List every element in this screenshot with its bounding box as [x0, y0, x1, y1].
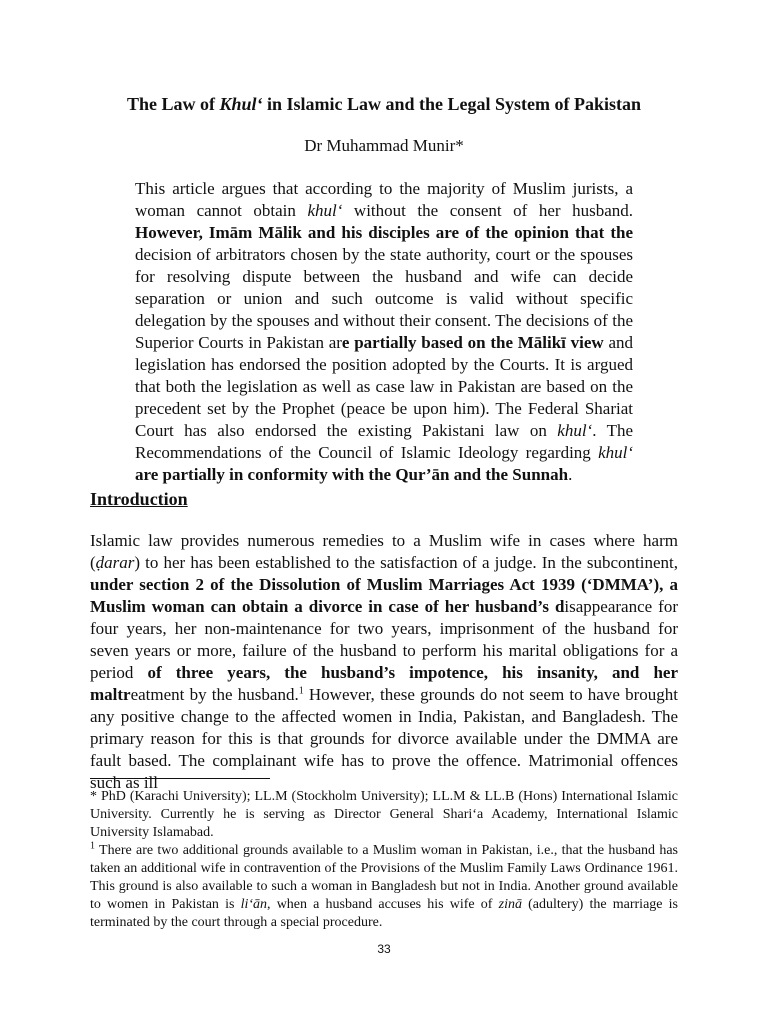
article-title	[0, 93, 768, 115]
term-zina: zinā	[498, 897, 522, 912]
footnotes	[90, 788, 678, 932]
footnote-number: 1	[90, 840, 95, 852]
abstract-bold-text: are partially in conformity with the Qur’ān and the Sunnah	[135, 465, 569, 484]
term-khul: khul‘	[307, 201, 343, 220]
footnote-ref: 1	[298, 685, 304, 697]
intro-text: eatment by the husband.	[130, 685, 299, 704]
footnote-1	[90, 842, 678, 932]
abstract-text: .	[568, 465, 573, 484]
intro-bold-text: under section 2 of the Dissolution of Muslim Marriages Act 1939 (‘DMMA’), a Muslim woman can obtain a divorce in case of her husband’s d	[90, 575, 678, 616]
abstract-text: . The Recommendations of the Council of Islamic Ideology regarding	[135, 421, 633, 462]
title-text-rest: in Islamic Law and the Legal System of Pakistan	[262, 94, 642, 114]
term-lian: li‘ān	[240, 897, 268, 912]
abstract-bold-text: e partially based on the Mālikī view	[341, 333, 604, 352]
footnote-separator	[90, 778, 270, 779]
title-term-khul: Khul‘	[219, 94, 263, 114]
abstract-text: and legislation has endorsed the position adopted by the Courts. It is argued that both the legislation as well as case law in Pakistan are based on the precedent set by the Prophet (peace be upon him). The Federal Shariat Court has also endorsed the existing Pakistani law on	[135, 333, 633, 440]
section-heading: Introduction	[90, 489, 188, 509]
abstract-text: without the consent of her husband.	[342, 201, 633, 220]
footnote-text: (adultery) the marriage is terminated by the court through a special procedure.	[90, 897, 679, 930]
footnote-author: * PhD (Karachi University); LL.M (Stockholm University); LL.M & LL.B (Hons) International Islamic University. Currently he is serving as Director General Shari‘a Academy, International Islamic University Islamabad.	[90, 789, 678, 840]
intro-text: ) to her has been established to the satisfaction of a judge. In the subcontinent,	[134, 553, 678, 572]
intro-bold-text: of three years, the husband’s impotence, his insanity, and her maltr	[90, 663, 678, 704]
term-khul: khul‘	[557, 421, 593, 440]
intro-text: However, these grounds do not seem to have brought any positive change to the affected women in India, Pakistan, and Bangladesh. The primary reason for this is that grounds for divorce available under the DMMA are fault based. The complainant wife has to prove the offence. Matrimonial offences such as ill	[90, 685, 678, 792]
abstract	[135, 178, 633, 486]
abstract-bold-text: However, Imām Mālik and his disciples are of the opinion that the	[135, 223, 633, 242]
introduction-paragraph	[90, 530, 678, 794]
term-darar: ḍarar	[95, 553, 135, 572]
intro-text: isappearance for four years, her non-maintenance for two years, imprisonment of the husband for seven years or more, failure of the husband to perform his marital obligations for a period	[90, 597, 678, 682]
term-khul: khul‘	[598, 443, 633, 462]
title-text: The Law of	[126, 94, 220, 114]
abstract-text: This article argues that according to the majority of Muslim jurists, a woman cannot obtain	[135, 179, 633, 220]
footnote-text: There are two additional grounds available to a Muslim woman in Pakistan, i.e., that the husband has taken an additional wife in contravention of the Provisions of the Muslim Family Laws Ordinance 1961. This ground is also available to such a woman in Bangladesh but not in India. Another ground available to women in Pakistan is	[90, 843, 678, 912]
intro-text: Islamic law provides numerous remedies to a Muslim wife in cases where harm (	[90, 531, 678, 572]
footnote-text: , when a husband accuses his wife of	[267, 897, 499, 912]
abstract-text: decision of arbitrators chosen by the state authority, court or the spouses for resolving dispute between the husband and wife can decide separation or union and such outcome is valid without specific delegation by the spouses and without their consent. The decisions of the Superior Courts in Pakistan ar	[135, 245, 633, 352]
page-number: 33	[377, 942, 391, 956]
author-line: Dr Muhammad Munir*	[304, 136, 464, 155]
